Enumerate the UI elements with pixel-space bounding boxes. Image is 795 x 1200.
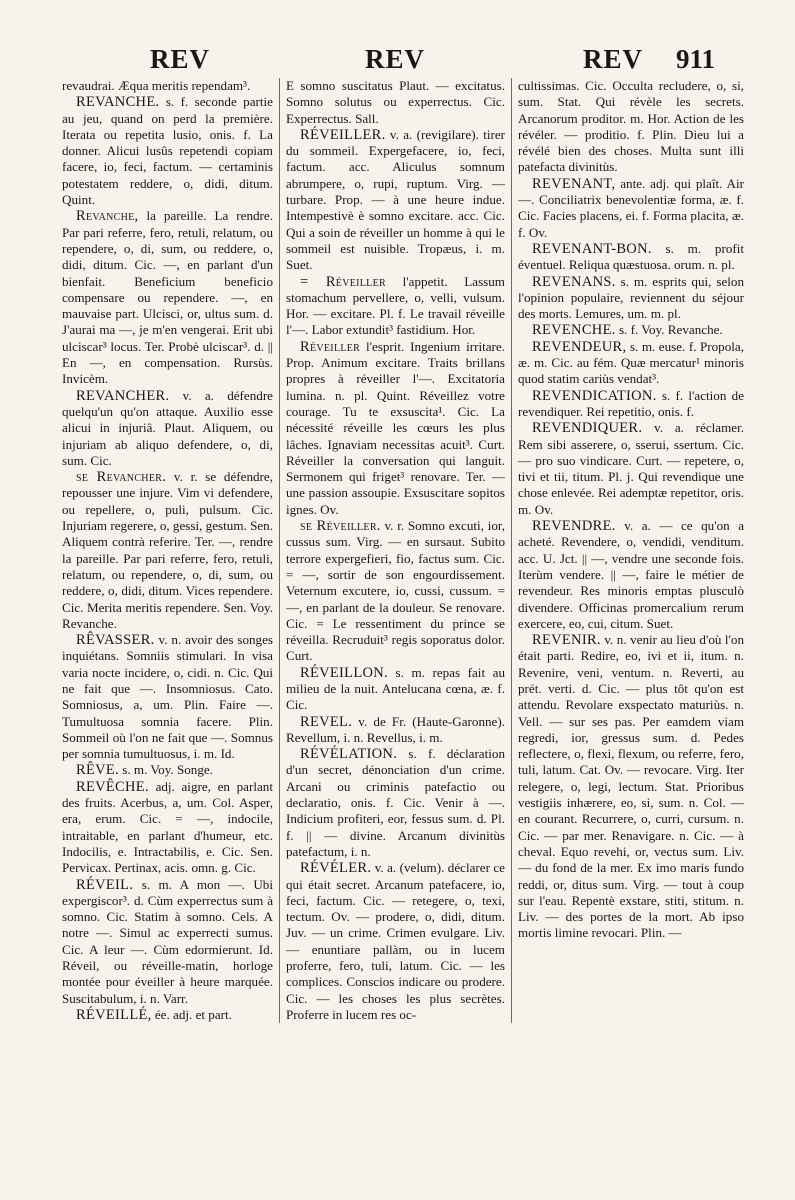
dictionary-entry xyxy=(518,518,744,632)
entry-headword: REVENDEUR, xyxy=(532,338,627,355)
entry-headword: REVENANT-BON. xyxy=(532,240,652,257)
entry-headword: RÉVEILLON. xyxy=(300,664,388,681)
dictionary-entry xyxy=(518,176,744,241)
entry-text: l'esprit. Ingenium irritare. Prop. Animum excitare. Traits brillans propres à réveiller l'—. Excitatoria lumina. n. pl. Quint. Réveillez votre courage. Tu te exsuscita¹. Cic. La nécessité réveille les cœurs les plus lâches. Ignaviam necessitas acuit³. Curt. Réveiller la conversation qui languit. Sermonem qui friget³ renovare. Ter. — une passion assoupie. Exsuscitare sopitos ignes. Ov. xyxy=(286,338,505,517)
dictionary-entry xyxy=(518,274,744,323)
running-head-left: REV xyxy=(150,44,211,74)
entry-text: s. m. profit éventuel. Reliqua quæstuosa. orum. n. pl. xyxy=(518,240,744,273)
entry-text: v. a. — ce qu'on a acheté. Revendere, o, vendidi, venditum. acc. U. Jct. || —, vendre une seconde fois. Iterùm vendere. || —, faire le métier de revendeur. Res minoris emptas plusculò divendere. Officinas promercalium rerum exercere, eo, cui, citum. Suet. xyxy=(518,518,744,631)
entry-headword: REVEL. xyxy=(300,713,353,730)
dictionary-entry xyxy=(518,78,744,176)
entry-headword: RÉVÉLATION. xyxy=(300,746,398,763)
dictionary-entry xyxy=(518,420,744,518)
entry-text: revaudrai. Æqua meritis rependam³. xyxy=(62,78,251,93)
dictionary-entry xyxy=(62,1007,273,1023)
entry-columns xyxy=(62,78,767,1023)
dictionary-entry xyxy=(286,746,505,860)
entry-text: ante. adj. qui plaît. Air —. Conciliatrix benevolentiæ forma, æ. f. Cic. Facies placens, ei. f. Forma placita, æ. f. Ov. xyxy=(518,175,744,240)
dictionary-entry xyxy=(518,339,744,388)
entry-text: v. r. se défendre, repousser une injure. Vim vi defendere, ou repellere, o, puli, pulsum. Cic. Injuriam regerere, o, gessi, gestum. Sen. Aliquem contrà referire. Ter. —, rendre la pareille. Par pari referre, fero, retuli, relatum, ou rependere, o, di, sum, ou reddere, o, didi, ditum. Vices rependere. Cic. Merita meritis rependere. Sen. Voy. Revanche. xyxy=(62,469,273,631)
entry-headword: RÊVE. xyxy=(76,762,119,779)
dictionary-entry xyxy=(518,388,744,421)
entry-headword: REVENANT, xyxy=(532,175,616,192)
dictionary-entry xyxy=(62,78,273,94)
column-left xyxy=(62,78,279,1023)
dictionary-entry xyxy=(62,762,273,778)
entry-text: s. m. euse. f. Propola, æ. m. Cic. au fém. Quæ mercatur¹ minoris quod statim cariùs vendat³. xyxy=(518,338,744,387)
entry-text: v. de Fr. (Haute-Garonne). Revellum, i. n. Revellus, i. m. xyxy=(286,713,505,745)
running-head-right: REV xyxy=(583,44,644,74)
column-right xyxy=(511,78,744,1023)
entry-headword: RÉVEILLÉ, xyxy=(76,1006,152,1023)
entry-headword: RÉVEILLER. xyxy=(300,126,386,143)
entry-headword: Revanche, xyxy=(76,208,139,225)
entry-text: s. m. A mon —. Ubi expergiscor³. d. Cùm experrectus sum à somno. Cic. Statim à somno. Cels. A notre —. Simul ac experrecti sumus. Cic. A leur —. Cùm edormierunt. Id. Réveil, ou réveille-matin, horloge montée pour éveiller à heure marquée. Suscitabulum, i. n. Varr. xyxy=(62,876,273,1006)
entry-headword: REVENIR. xyxy=(532,632,601,649)
dictionary-entry xyxy=(286,274,505,339)
dictionary-entry xyxy=(286,714,505,747)
dictionary-entry xyxy=(62,877,273,1007)
entry-text: v. a. (revigilare). tirer du sommeil. Expergefacere, io, feci, factum. acc. Aliculus somnum abrumpere, o, rupi, ruptum. Virg. — turbare. Prop. — à une heure indue. Intempestivè è somno excitare. acc. Cic. Qui a soin de réveiller un homme à qui le sommeil est nuisible. Tropæus, i. m. Suet. xyxy=(286,126,505,273)
entry-headword: se Réveiller. xyxy=(300,518,381,535)
running-head-center: REV xyxy=(365,44,426,74)
entry-text: s. m. repas fait au milieu de la nuit. Antelucana cœna, æ. f. Cic. xyxy=(286,664,505,713)
dictionary-entry xyxy=(286,518,505,665)
dictionary-entry xyxy=(62,779,273,877)
entry-text: s. f. Voy. Revanche. xyxy=(618,322,723,338)
dictionary-entry xyxy=(62,632,273,762)
dictionary-entry xyxy=(62,469,273,632)
entry-headword: RÊVASSER. xyxy=(76,632,155,649)
dictionary-entry xyxy=(286,860,505,1023)
entry-text: v. n. venir au lieu d'où l'on était parti. Redire, eo, ivi et ii, itum. n. Revenire, veni, ventum. n. Reverti, au prét. verti. d. Cic. — plus tôt qu'on est attendu. Revolare exspectato maturiùs. n. Vell. — sur ses pas. Per eamdem viam regredi, ior, gressus sum. d. Pedes reflectere, o, flexi, flexum, ou referre, fero, tuli, latum. Cat. Ov. — revocare. Virg. Iter relegere, o, legi, lectum. Stat. Prioribus vestigiis inhærere, eo, si, sum. n. Col. — en courant. Recurrere, o, curri, cursum. n. Cic. — par mer. Renavigare. n. Cic. — à cheval. Equo revehi, or, vectus sum. Liv. — du fond de la mer. Ex imo maris fundo reddi, or, ditus sum. Virg. — tout à coup sur l'eau. Repentè exstare, stiti, stitum. n. Liv. — des portes de la mort. Ab ipso mortis limine revocari. Plin. — xyxy=(518,632,744,941)
entry-headword: RÉVÉLER. xyxy=(300,860,372,877)
entry-headword: se Revancher. xyxy=(76,469,167,486)
entry-text: v. n. avoir des songes inquiétans. Somniis stimulari. In visa varia nocte incidere, o, cidi. n. Cic. Qui ne fait que —. Insomniosus. Cato. Somniosus, a, um. Plin. Faire —. Tumultuosa somnia facere. Plin. Sommeil où l'on ne fait que —. Somnus per somnia tumultuosus, i. m. Id. xyxy=(62,632,273,762)
dictionary-entry xyxy=(518,632,744,942)
entry-text: v. a. réclamer. Rem sibi asserere, o, sserui, ssertum. Cic. — pro suo vindicare. Curt. — repetere, o, tivi et tii, titum. Pl. j. Qui revendique une chose enlevée. Rei ademptæ repetitor, oris. m. Ov. xyxy=(518,420,744,517)
entry-text: s. m. esprits qui, selon l'opinion populaire, reviennent du séjour des morts. Lemures, um. m. pl. xyxy=(518,273,744,322)
dictionary-entry xyxy=(286,665,505,714)
entry-text: s. m. Voy. Songe. xyxy=(122,762,213,778)
entry-text: s. f. déclaration d'un secret, dénonciation d'un crime. Arcani ou criminis patefactio ou declaratio, onis. f. Cic. Venir à —. Indicium profiteri, eor, fessus sum. d. Pl. f. || — divine. Arcanum divinitùs patefactum, i. n. xyxy=(286,746,505,859)
entry-text: v. a. défendre quelqu'un qu'on attaque. Auxilio esse alicui in injuriâ. Plaut. Aliquem, ou injuriam ab aliquo defendere, o, di, sum. Cic. xyxy=(62,387,273,468)
dictionary-entry xyxy=(62,208,273,387)
entry-headword: Réveiller xyxy=(300,338,361,355)
entry-headword: REVENCHE. xyxy=(532,322,616,339)
dictionary-entry xyxy=(62,388,273,469)
entry-headword: REVENDRE. xyxy=(532,518,616,535)
entry-text: ée. adj. et part. xyxy=(154,1006,232,1022)
entry-headword: RÉVEIL. xyxy=(76,876,134,893)
entry-headword: REVANCHE. xyxy=(76,94,160,111)
entry-text: v. a. (velum). déclarer ce qui était secret. Arcanum patefacere, io, feci, factum. Cic. — retegere, o, texi, tectum. Ov. — prodere, o, didi, ditum. Juv. — un crime. Crimen evulgare. Liv. — enuntiare pallàm, ou in lucem proferre, fero, tuli, latum. Cic. — les complices. Conscios indicare ou prodere. Cic. — les choses les plus secrètes. Proferre in lucem res oc- xyxy=(286,860,505,1022)
entry-text: v. r. Somno excuti, ior, cussus sum. Virg. — en sursaut. Subito terrore expergefieri, fio, factus sum. Cic. = —, sortir de son engourdissement. Veternum excutere, io, cussi, cussum. = —, en parlant de la douleur. Se renovare. Cic. = Le ressentiment du prince se réveilla. Recruduit³ regis soporatus dolor. Curt. xyxy=(286,518,505,664)
entry-headword: REVENDIQUER. xyxy=(532,420,643,437)
dictionary-entry xyxy=(518,322,744,338)
dictionary-entry xyxy=(286,78,505,127)
entry-text: s. f. seconde partie au jeu, quand on perd la première. Iterata ou repetita lusio, onis. f. La donner. Alicui lusûs repetendi copiam facere, io, feci, factum. — certaminis potestatem reddere, o, didi, ditum. Quint. xyxy=(62,94,273,208)
entry-headword: REVENANS. xyxy=(532,273,616,290)
dictionary-entry xyxy=(518,241,744,274)
entry-text: adj. aigre, en parlant des fruits. Acerbus, a, um. Col. Asper, era, erum. Cic. = —, indocile, intraitable, en parlant d'humeur, etc. Indocilis, e. Intractabilis, e. Cic. Sen. Pervicax. Pertinax, acis. omn. g. Cic. xyxy=(62,778,273,876)
entry-text: la pareille. La rendre. Par pari referre, fero, retuli, relatum, ou rependere, o, di, sum, ou reddere, o, didi, ditum. Cic. —, en parlant d'un bienfait. Beneficium beneficio compensare ou rependere. —, en mauvaise part. Ulcisci, or, ultus sum. d. J'aurai ma —, je m'en vengerai. Erit ubi ulciscar³ locus. Ter. Probè ulciscar³. d. || En —, en compensation. Rursùs. Invicèm. xyxy=(62,208,273,387)
entry-text: E somno suscitatus Plaut. — excitatus. Somno solutus ou experrectus. Cic. Experrectus. Sall. xyxy=(286,78,505,126)
dictionary-entry xyxy=(62,94,273,208)
dictionary-entry xyxy=(286,127,505,274)
entry-headword: REVENDICATION. xyxy=(532,387,657,404)
entry-text: s. f. l'action de revendiquer. Rei repetitio, onis. f. xyxy=(518,387,744,419)
entry-headword: REVANCHER. xyxy=(76,387,170,404)
page-header xyxy=(62,44,767,72)
entry-text: cultissimas. Cic. Occulta recludere, o, si, sum. Stat. Qui révèle les secrets. Arcanorum proditor. m. Hor. Action de les révéler. — proditio. f. Plin. Dieu lui a révélé bien des choses. Multa sunt illi patefacta divinitùs. xyxy=(518,78,744,175)
column-middle xyxy=(279,78,511,1023)
dictionary-entry xyxy=(286,339,505,518)
page-number: 911 xyxy=(676,44,716,74)
entry-headword: REVÊCHE. xyxy=(76,778,149,795)
entry-headword: = Réveiller xyxy=(300,273,386,290)
entry-text: l'appetit. Lassum stomachum pervellere, o, velli, vulsum. Hor. — excitare. Pl. f. Le travail réveille l'—. Labor extundit³ fastidium. Hor. xyxy=(286,273,505,338)
